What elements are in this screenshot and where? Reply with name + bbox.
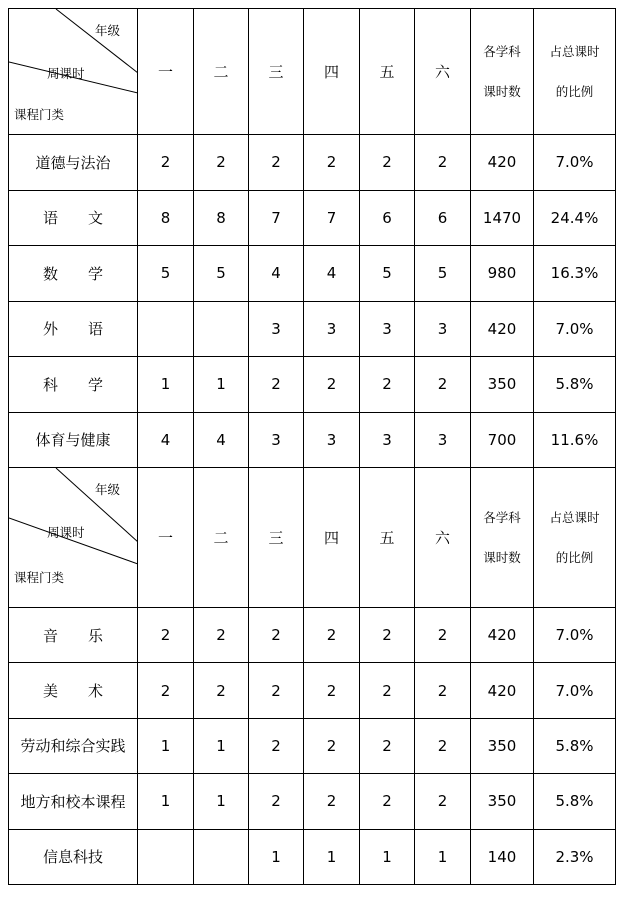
weekly-hours-cell: 4 <box>304 246 360 302</box>
ratio-cell: 5.8% <box>534 357 616 413</box>
subject-name-cell: 地方和校本课程 <box>9 774 138 829</box>
subject-name-cell: 音 乐 <box>9 608 138 663</box>
ratio-cell: 2.3% <box>534 829 616 884</box>
ratio-cell: 7.0% <box>534 608 616 663</box>
subject-hours-header-line: 各学科 <box>483 43 521 59</box>
weekly-hours-cell: 2 <box>415 357 471 413</box>
weekly-hours-cell: 2 <box>138 135 194 191</box>
subject-name-cell: 信息科技 <box>9 829 138 884</box>
subject-total-hours-cell: 980 <box>471 246 534 302</box>
weekly-hours-cell: 1 <box>138 718 194 773</box>
table-row <box>9 357 616 413</box>
weekly-hours-cell: 2 <box>194 135 249 191</box>
weekly-hours-cell: 3 <box>249 301 304 357</box>
weekly-hours-cell: 5 <box>138 246 194 302</box>
subject-hours-header-line: 课时数 <box>483 549 521 565</box>
weekly-hours-cell: 2 <box>415 663 471 718</box>
weekly-hours-cell: 2 <box>304 663 360 718</box>
weekly-hours-cell: 2 <box>194 663 249 718</box>
weekly-hours-cell: 2 <box>360 718 415 773</box>
ratio-header-line: 的比例 <box>555 83 594 99</box>
header-row <box>9 9 616 135</box>
ratio-cell: 7.0% <box>534 135 616 191</box>
subject-total-hours-cell: 350 <box>471 774 534 829</box>
table-row <box>9 190 616 246</box>
ratio-header-line: 占总课时 <box>549 509 600 525</box>
weekly-hours-cell: 2 <box>138 608 194 663</box>
ratio-cell: 24.4% <box>534 190 616 246</box>
subject-total-hours-cell: 420 <box>471 135 534 191</box>
weekly-hours-cell: 2 <box>360 774 415 829</box>
subject-name-cell: 科 学 <box>9 357 138 413</box>
weekly-hours-cell: 2 <box>360 663 415 718</box>
weekly-hours-cell: 2 <box>360 357 415 413</box>
diagonal-header-cell <box>9 468 138 608</box>
weekly-hours-cell: 7 <box>304 190 360 246</box>
weekly-hours-cell: 4 <box>249 246 304 302</box>
grade-header-cell: 六 <box>415 9 471 135</box>
grade-header-cell: 一 <box>138 9 194 135</box>
weekly-hours-cell: 3 <box>304 412 360 468</box>
subject-name-cell: 道德与法治 <box>9 135 138 191</box>
subject-total-hours-cell: 350 <box>471 718 534 773</box>
weekly-hours-cell: 2 <box>249 135 304 191</box>
weekly-hours-cell: 1 <box>304 829 360 884</box>
grade-header-cell: 二 <box>194 468 249 608</box>
ratio-header-cell <box>534 9 616 135</box>
weekly-hours-cell: 7 <box>249 190 304 246</box>
weekly-hours-cell: 1 <box>194 774 249 829</box>
weekly-hours-cell: 6 <box>360 190 415 246</box>
weekly-hours-cell: 1 <box>360 829 415 884</box>
weekly-hours-cell: 2 <box>360 135 415 191</box>
subject-total-hours-cell: 140 <box>471 829 534 884</box>
subject-total-hours-cell: 1470 <box>471 190 534 246</box>
subject-hours-header-cell <box>471 468 534 608</box>
grade-axis-label: 年级 <box>95 23 121 38</box>
weekly-hours-cell: 2 <box>249 774 304 829</box>
diagonal-header-cell <box>9 9 138 135</box>
subject-name-cell: 体育与健康 <box>9 412 138 468</box>
weekly-hours-cell: 4 <box>194 412 249 468</box>
table-row <box>9 135 616 191</box>
ratio-cell: 16.3% <box>534 246 616 302</box>
course-category-axis-label: 课程门类 <box>14 570 65 585</box>
table-row <box>9 663 616 718</box>
weekly-hours-cell: 3 <box>304 301 360 357</box>
weekly-hours-cell: 8 <box>194 190 249 246</box>
weekly-hours-cell: 2 <box>249 663 304 718</box>
ratio-cell: 7.0% <box>534 663 616 718</box>
ratio-cell: 5.8% <box>534 774 616 829</box>
grade-header-cell: 四 <box>304 9 360 135</box>
table-row <box>9 246 616 302</box>
subject-hours-header-line: 课时数 <box>483 83 521 99</box>
subject-name-cell: 语 文 <box>9 190 138 246</box>
grade-axis-label: 年级 <box>95 482 121 497</box>
grade-header-cell: 六 <box>415 468 471 608</box>
weekly-hours-cell: 2 <box>360 608 415 663</box>
ratio-cell: 11.6% <box>534 412 616 468</box>
subject-total-hours-cell: 350 <box>471 357 534 413</box>
weekly-hours-cell: 2 <box>415 718 471 773</box>
header-row <box>9 468 616 608</box>
weekly-hours-cell <box>194 301 249 357</box>
weekly-hours-cell: 2 <box>249 718 304 773</box>
weekly-hours-cell: 3 <box>360 412 415 468</box>
weekly-hours-cell: 1 <box>138 357 194 413</box>
subject-name-cell: 美 术 <box>9 663 138 718</box>
weekly-hours-cell: 2 <box>415 608 471 663</box>
weekly-hours-cell: 5 <box>360 246 415 302</box>
subject-total-hours-cell: 700 <box>471 412 534 468</box>
subject-total-hours-cell: 420 <box>471 301 534 357</box>
course-hours-table <box>8 8 616 885</box>
table-row <box>9 718 616 773</box>
weekly-hours-cell: 2 <box>304 718 360 773</box>
weekly-hours-cell <box>138 829 194 884</box>
weekly-hours-cell: 2 <box>249 608 304 663</box>
ratio-header-cell <box>534 468 616 608</box>
table-row <box>9 829 616 884</box>
weekly-hours-cell <box>194 829 249 884</box>
weekly-hours-cell: 2 <box>304 357 360 413</box>
grade-header-cell: 二 <box>194 9 249 135</box>
weekly-hours-cell: 5 <box>415 246 471 302</box>
subject-name-cell: 劳动和综合实践 <box>9 718 138 773</box>
ratio-cell: 5.8% <box>534 718 616 773</box>
subject-hours-header-line: 各学科 <box>483 509 521 525</box>
weekly-hours-cell: 2 <box>138 663 194 718</box>
weekly-hours-cell: 3 <box>360 301 415 357</box>
course-category-axis-label: 课程门类 <box>14 107 65 122</box>
weekly-hours-cell: 3 <box>249 412 304 468</box>
subject-name-cell: 外 语 <box>9 301 138 357</box>
grade-header-cell: 一 <box>138 468 194 608</box>
grade-header-cell: 五 <box>360 9 415 135</box>
subject-hours-header-cell <box>471 9 534 135</box>
weekly-hours-cell: 1 <box>194 718 249 773</box>
table-row <box>9 301 616 357</box>
weekly-hours-cell: 2 <box>194 608 249 663</box>
grade-header-cell: 五 <box>360 468 415 608</box>
table-row <box>9 774 616 829</box>
weekly-hours-axis-label: 周课时 <box>47 66 85 81</box>
subject-total-hours-cell: 420 <box>471 608 534 663</box>
grade-header-cell: 三 <box>249 468 304 608</box>
table-row <box>9 412 616 468</box>
weekly-hours-cell: 2 <box>415 135 471 191</box>
weekly-hours-cell: 2 <box>304 608 360 663</box>
subject-total-hours-cell: 420 <box>471 663 534 718</box>
ratio-header-line: 的比例 <box>555 549 594 565</box>
weekly-hours-cell: 1 <box>194 357 249 413</box>
weekly-hours-cell: 2 <box>415 774 471 829</box>
weekly-hours-cell: 2 <box>249 357 304 413</box>
weekly-hours-cell: 2 <box>304 135 360 191</box>
weekly-hours-cell: 3 <box>415 301 471 357</box>
weekly-hours-cell: 3 <box>415 412 471 468</box>
ratio-cell: 7.0% <box>534 301 616 357</box>
weekly-hours-cell: 5 <box>194 246 249 302</box>
table-row <box>9 608 616 663</box>
weekly-hours-cell: 8 <box>138 190 194 246</box>
weekly-hours-cell: 2 <box>304 774 360 829</box>
weekly-hours-cell: 4 <box>138 412 194 468</box>
weekly-hours-cell: 1 <box>249 829 304 884</box>
ratio-header-line: 占总课时 <box>549 43 600 59</box>
weekly-hours-cell: 6 <box>415 190 471 246</box>
grade-header-cell: 四 <box>304 468 360 608</box>
weekly-hours-cell: 1 <box>138 774 194 829</box>
weekly-hours-cell <box>138 301 194 357</box>
subject-name-cell: 数 学 <box>9 246 138 302</box>
weekly-hours-axis-label: 周课时 <box>47 525 85 540</box>
grade-header-cell: 三 <box>249 9 304 135</box>
weekly-hours-cell: 1 <box>415 829 471 884</box>
